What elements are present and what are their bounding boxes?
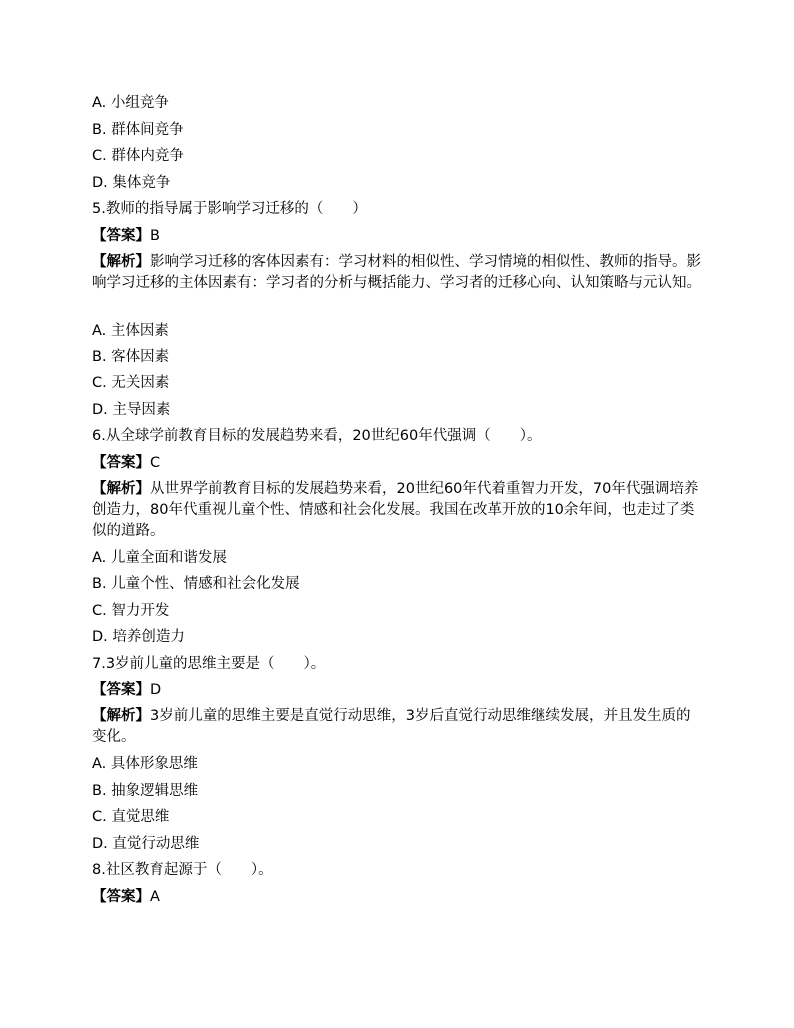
answer-8 bbox=[92, 889, 160, 906]
option-d: D. 集体竞争 bbox=[92, 175, 171, 191]
answer-6 bbox=[92, 455, 160, 472]
option-a: A. 儿童全面和谐发展 bbox=[92, 550, 227, 566]
answer-tag: 【答案】 bbox=[92, 889, 150, 905]
analysis-tag: 【解析】 bbox=[92, 708, 150, 724]
answer-7 bbox=[92, 682, 161, 699]
answer-tag: 【答案】 bbox=[92, 682, 150, 698]
option-b: B. 儿童个性、情感和社会化发展 bbox=[92, 576, 300, 592]
answer-value: A bbox=[150, 889, 160, 905]
option-d: D. 主导因素 bbox=[92, 402, 171, 418]
answer-5 bbox=[92, 228, 160, 245]
option-d: D. 培养创造力 bbox=[92, 629, 185, 645]
question-6: 6.从全球学前教育目标的发展趋势来看，20世纪60年代强调（ ）。 bbox=[92, 428, 542, 444]
option-b: B. 客体因素 bbox=[92, 349, 170, 365]
option-d: D. 直觉行动思维 bbox=[92, 836, 200, 852]
option-a: A. 小组竞争 bbox=[92, 95, 169, 111]
answer-tag: 【答案】 bbox=[92, 228, 150, 244]
option-a: A. 主体因素 bbox=[92, 323, 169, 339]
analysis-tag: 【解析】 bbox=[92, 254, 150, 270]
option-a: A. 具体形象思维 bbox=[92, 756, 198, 772]
answer-value: B bbox=[150, 228, 160, 244]
analysis-6 bbox=[92, 479, 704, 542]
answer-tag: 【答案】 bbox=[92, 455, 150, 471]
question-7: 7.3岁前儿童的思维主要是（ ）。 bbox=[92, 656, 326, 672]
question-8: 8.社区教育起源于（ ）。 bbox=[92, 862, 273, 878]
analysis-tag: 【解析】 bbox=[92, 481, 150, 497]
answer-value: C bbox=[150, 455, 161, 471]
analysis-text: 3岁前儿童的思维主要是直觉行动思维，3岁后直觉行动思维继续发展，并且发生质的变化。 bbox=[92, 708, 691, 745]
option-c: C. 直觉思维 bbox=[92, 809, 170, 825]
analysis-7 bbox=[92, 706, 704, 748]
question-5: 5.教师的指导属于影响学习迁移的（ ） bbox=[92, 201, 367, 217]
analysis-text: 影响学习迁移的客体因素有：学习材料的相似性、学习情境的相似性、教师的指导。影响学习迁移的主体因素有：学习者的分析与概括能力、学习者的迁移心向、认知策略与元认知。 bbox=[92, 254, 701, 291]
option-b: B. 群体间竞争 bbox=[92, 122, 184, 138]
option-b: B. 抽象逻辑思维 bbox=[92, 783, 199, 799]
answer-value: D bbox=[150, 682, 162, 698]
analysis-5 bbox=[92, 252, 704, 294]
analysis-text: 从世界学前教育目标的发展趋势来看，20世纪60年代着重智力开发，70年代强调培养创造力，80年代重视儿童个性、情感和社会化发展。我国在改革开放的10余年间，也走过了类似的道路。 bbox=[92, 481, 699, 539]
option-c: C. 群体内竞争 bbox=[92, 148, 184, 164]
option-c: C. 智力开发 bbox=[92, 603, 170, 619]
option-c: C. 无关因素 bbox=[92, 375, 170, 391]
